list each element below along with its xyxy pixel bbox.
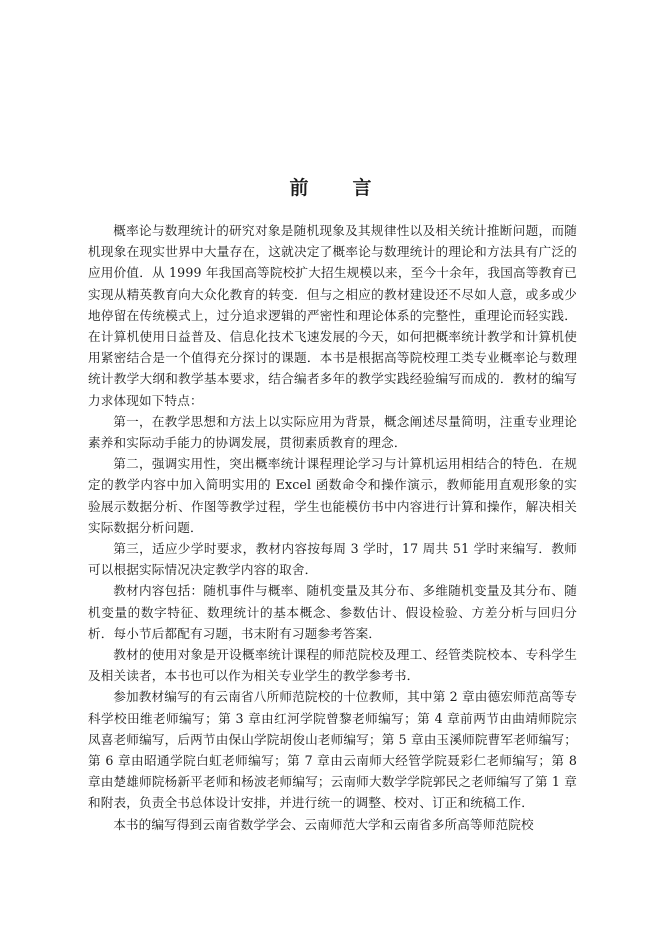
paragraph: 教材内容包括：随机事件与概率、随机变量及其分布、多维随机变量及其分布、随机变量的数字特征、数理统计的基本概念、参数估计、假设检验、方差分析与回归分析．每小节后都配有习题，书末附有习题参考答案． — [88, 583, 577, 641]
paragraph: 概率论与数理统计的研究对象是随机现象及其规律性以及相关统计推断问题，而随机现象在现实世界中大量存在，这就决定了概率论与数理统计的理论和方法具有广泛的应用价值．从 1999 年我国高等院校扩大招生规模以来，至今十余年，我国高等教育已实现从精英教育向大众化教育的转变．但与之相应的教材建设还不尽如人意，或多或少地停留在传统模式上，过分追求逻辑的严密性和理论体系的完整性，重理论而轻实践．在计算机使用日益普及、信息化技术飞速发展的今天，如何把概率统计教学和计算机使用紧密结合是一个值得充分探讨的课题．本书是根据高等院校理工类专业概率论与数理统计教学大纲和教学基本要求，结合编者多年的教学实践经验编写而成的．教材的编写力求体现如下特点： — [88, 223, 577, 408]
paragraph: 第一，在教学思想和方法上以实际应用为背景，概念阐述尽量简明，注重专业理论素养和实际动手能力的协调发展，贯彻素质教育的理念． — [88, 413, 577, 451]
paragraph: 第二，强调实用性，突出概率统计课程理论学习与计算机运用相结合的特色．在规定的教学内容中加入简明实用的 Excel 函数命令和操作演示，教师能用直观形象的实验展示数据分析、作图等教学过程，学生也能模仿书中内容进行计算和操作，解决相关实际数据分析问题． — [88, 456, 577, 535]
paragraph: 第三，适应少学时要求，教材内容按每周 3 学时，17 周共 51 学时来编写．教师可以根据实际情况决定教学内容的取舍． — [88, 541, 577, 578]
page-title: 前言 — [289, 177, 416, 199]
body-text — [88, 220, 577, 835]
paragraph: 教材的使用对象是开设概率统计课程的师范院校及理工、经管类院校本、专科学生及相关读者，本书也可以作为相关专业学生的教学参考书． — [88, 647, 577, 684]
paragraph: 参加教材编写的有云南省八所师范院校的十位教师，其中第 2 章由德宏师范高等专科学校田维老师编写；第 3 章由红河学院曾黎老师编写；第 4 章前两节由曲靖师院宗凤喜老师编写，后两节由保山学院胡俊山老师编写；第 5 章由玉溪师院曹军老师编写；第 6 章由昭通学院白虹老师编写；第 7 章由云南师大经管学院聂彩仁老师编写；第 8 章由楚雄师院杨新平老师和杨波老师编写；云南师大数学学院郭民之老师编写了第 1 章和附表，负责全书总体设计安排，并进行统一的调整、校对、订正和统稿工作． — [88, 689, 577, 811]
paragraph: 本书的编写得到云南省数学学会、云南师范大学和云南省多所高等师范院校 — [113, 816, 534, 832]
